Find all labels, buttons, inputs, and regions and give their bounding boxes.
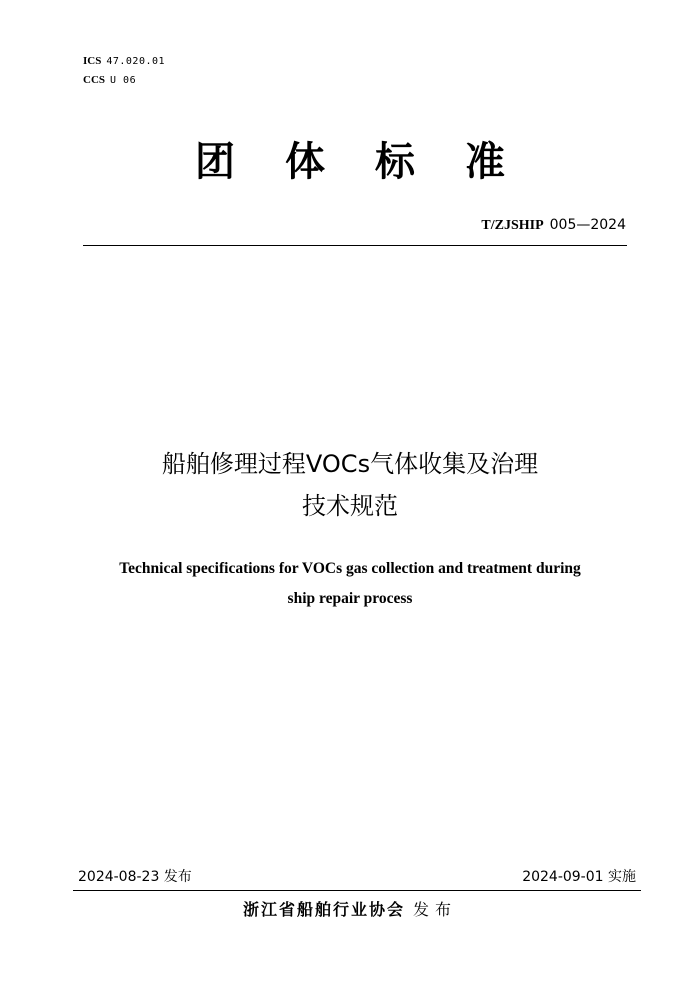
- ics-code-row: [83, 52, 165, 71]
- ics-label: ICS: [83, 55, 102, 67]
- chinese-title-line-1: 船舶修理过程VOCs气体收集及治理: [161, 450, 539, 478]
- publish-date: 2024-08-23 发布: [78, 869, 192, 885]
- ics-value: 47.020.01: [106, 56, 166, 67]
- header-divider: [83, 245, 627, 246]
- publisher-action: 发布: [413, 900, 458, 919]
- chinese-title-line-2: 技术规范: [302, 492, 398, 520]
- implement-date: 2024-09-01 实施: [522, 869, 636, 885]
- standard-number-prefix: T/ZJSHIP: [481, 218, 544, 233]
- ccs-value: U 06: [110, 75, 137, 86]
- english-title: [0, 554, 700, 614]
- standard-number: [481, 217, 626, 234]
- footer-divider: [73, 890, 641, 891]
- english-title-line-2: ship repair process: [287, 590, 413, 607]
- standard-type-char: 标: [375, 139, 415, 185]
- ccs-code-row: [83, 71, 165, 90]
- standard-type-heading: [0, 136, 700, 188]
- chinese-title: [0, 443, 700, 527]
- standard-type-char: 准: [465, 139, 505, 185]
- publisher-name: 浙江省船舶行业协会: [242, 900, 405, 919]
- standard-number-suffix: 005—2024: [549, 217, 626, 233]
- classification-codes: [83, 52, 165, 90]
- standard-type-char: 团: [195, 139, 235, 185]
- standard-type-char: 体: [285, 139, 325, 185]
- publisher-line: [0, 897, 700, 920]
- english-title-line-1: Technical specifications for VOCs gas collection and treatment during: [119, 560, 581, 577]
- ccs-label: CCS: [83, 74, 106, 86]
